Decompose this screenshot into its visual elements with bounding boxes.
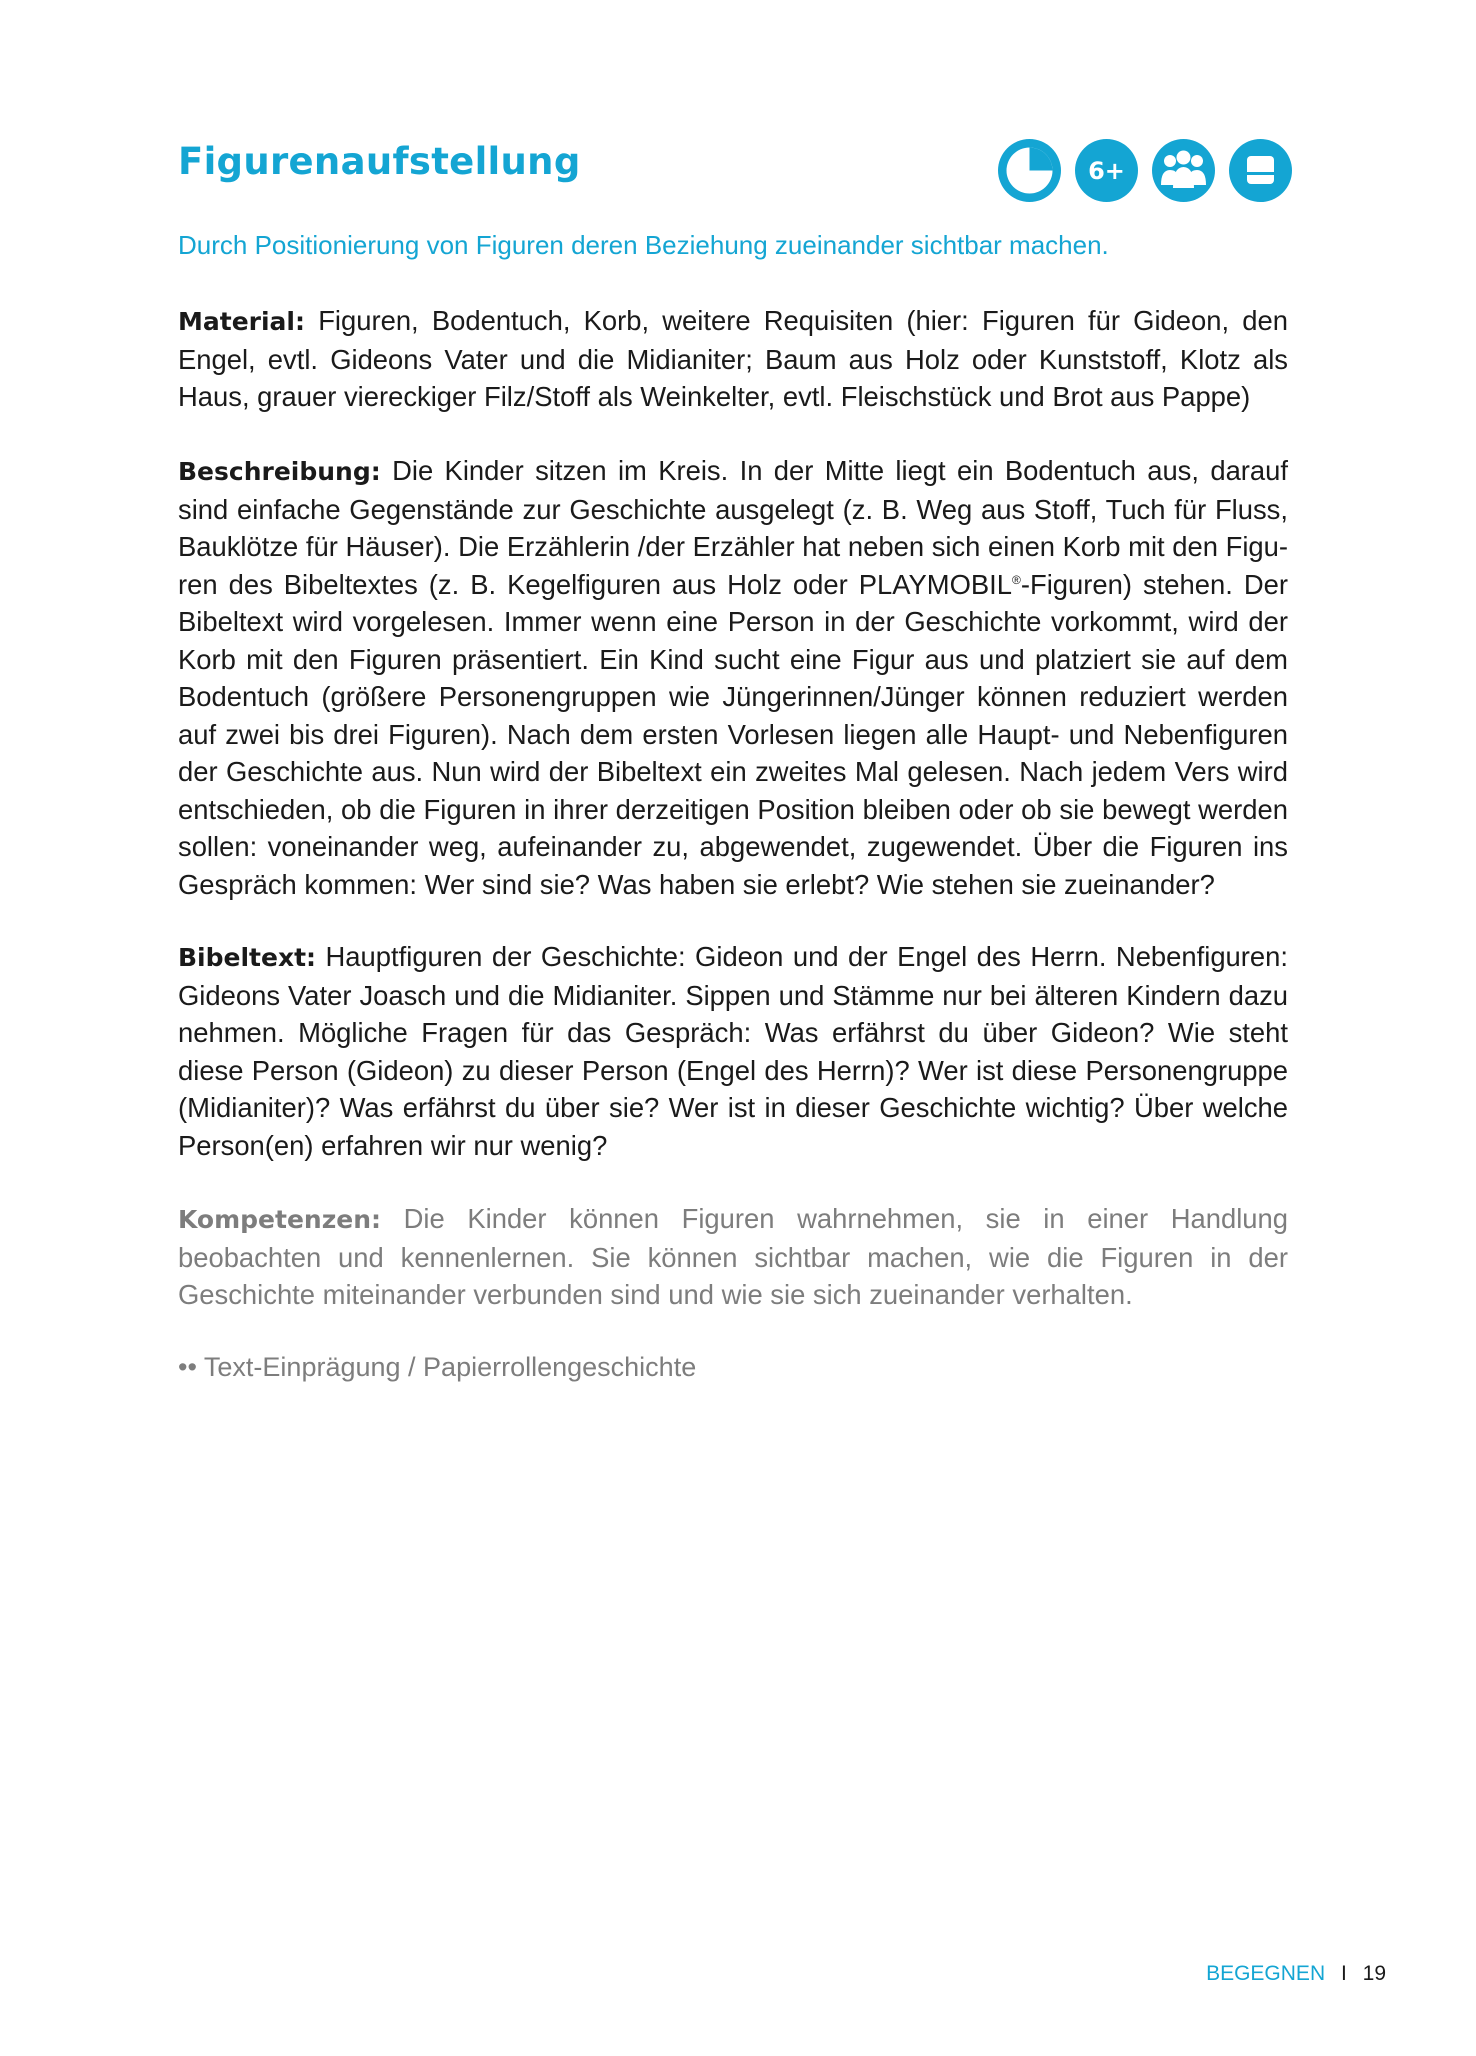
registered-mark: ® [1012, 572, 1021, 587]
bible-text-paragraph [178, 938, 1288, 1164]
competencies-text: Die Kinder können Figuren wahrnehmen, sie in einer Handlung beobachten und kennenlernen. Sie können sichtbar machen, wie die Figuren in der Geschichte miteinander verbunden sind und wie sie sich zueinander verhalten. [178, 1203, 1288, 1310]
description-text-part2: -Figuren) stehen. Der Bibeltext wird vorgelesen. Immer wenn eine Person in der Geschichte vorkommt, wird der Korb mit den Figuren präsentiert. Ein Kind sucht eine Figur aus und platziert sie auf dem Bodentuch (größere Personengruppen wie Jüngerinnen/Jünger können reduziert werden auf zwei bis drei Figuren). Nach dem ersten Vorlesen liegen alle Haupt- und Nebenfiguren der Geschichte aus. Nun wird der Bibeltext ein zweites Mal gelesen. Nach jedem Vers wird entschieden, ob die Figuren in ihrer derzeitigen Position bleiben oder ob sie bewegt werden sollen: voneinander weg, aufeinander zu, abgewendet, zugewendet. Über die Figuren ins Gespräch kommen: Wer sind sie? Was haben sie erlebt? Wie stehen sie zueinander? [178, 568, 1288, 900]
material-paragraph [178, 302, 1288, 416]
age-icon: 6+ [1075, 139, 1138, 202]
competencies-paragraph [178, 1200, 1288, 1314]
duration-icon [998, 139, 1061, 202]
description-label: Beschreibung: [178, 457, 381, 486]
material-icon [1229, 139, 1292, 202]
group-icon [1152, 139, 1215, 202]
material-text: Figuren, Bodentuch, Korb, weitere Requisiten (hier: Figuren für Gideon, den Engel, evtl. Gideons Vater und die Midianiter; Baum aus Holz oder Kunststoff, Klotz als Haus, grauer viereckiger Filz/Stoff als Weinkelter, evtl. Fleischstück und Brot aus Pappe) [178, 305, 1288, 412]
footer-section-name: BEGEGNEN [1206, 1962, 1326, 1985]
description-paragraph [178, 452, 1288, 903]
description-text-part1: Die Kinder sitzen im Kreis. In der Mitte liegt ein Bodentuch aus, darauf sind einfache Gegenstände zur Geschichte ausgelegt (z. B. Weg aus Stoff, Tuch für Fluss, Bauklötze für Häuser). Die Erzählerin /der Erzähler hat neben sich einen Korb mit den Figuren des Bibeltextes (z. B. Kegelfiguren aus Holz oder PLAYMOBIL [178, 455, 1288, 600]
page-title: Figurenaufstellung [178, 140, 581, 183]
competencies-label: Kompetenzen: [178, 1205, 382, 1234]
footer-separator: I [1340, 1962, 1347, 1985]
bible-text-content: Hauptfiguren der Geschichte: Gideon und der Engel des Herrn. Nebenfiguren: Gideons Vater Joasch und die Midianiter. Sippen und Stämme nur bei älteren Kindern dazu nehmen. Mögliche Fragen für das Gespräch: Was erfährst du über Gideon? Wie steht diese Person (Gideon) zu dieser Person (Engel des Herrn)? Wer ist diese Personengruppe (Midianiter)? Was erfährst du über sie? Wer ist in dieser Geschichte wichtig? Über welche Person(en) erfahren wir nur wenig? [178, 941, 1288, 1161]
subtitle: Durch Positionierung von Figuren deren Beziehung zueinander sichtbar machen. [178, 230, 1109, 260]
material-label: Material: [178, 307, 305, 336]
activity-icons [998, 139, 1292, 202]
see-also-link: •• Text-Einprägung / Papierrollengeschichte [178, 1352, 697, 1382]
bible-text-label: Bibeltext: [178, 943, 317, 972]
page-number: 19 [1362, 1962, 1386, 1985]
page-footer [1206, 1962, 1386, 1986]
